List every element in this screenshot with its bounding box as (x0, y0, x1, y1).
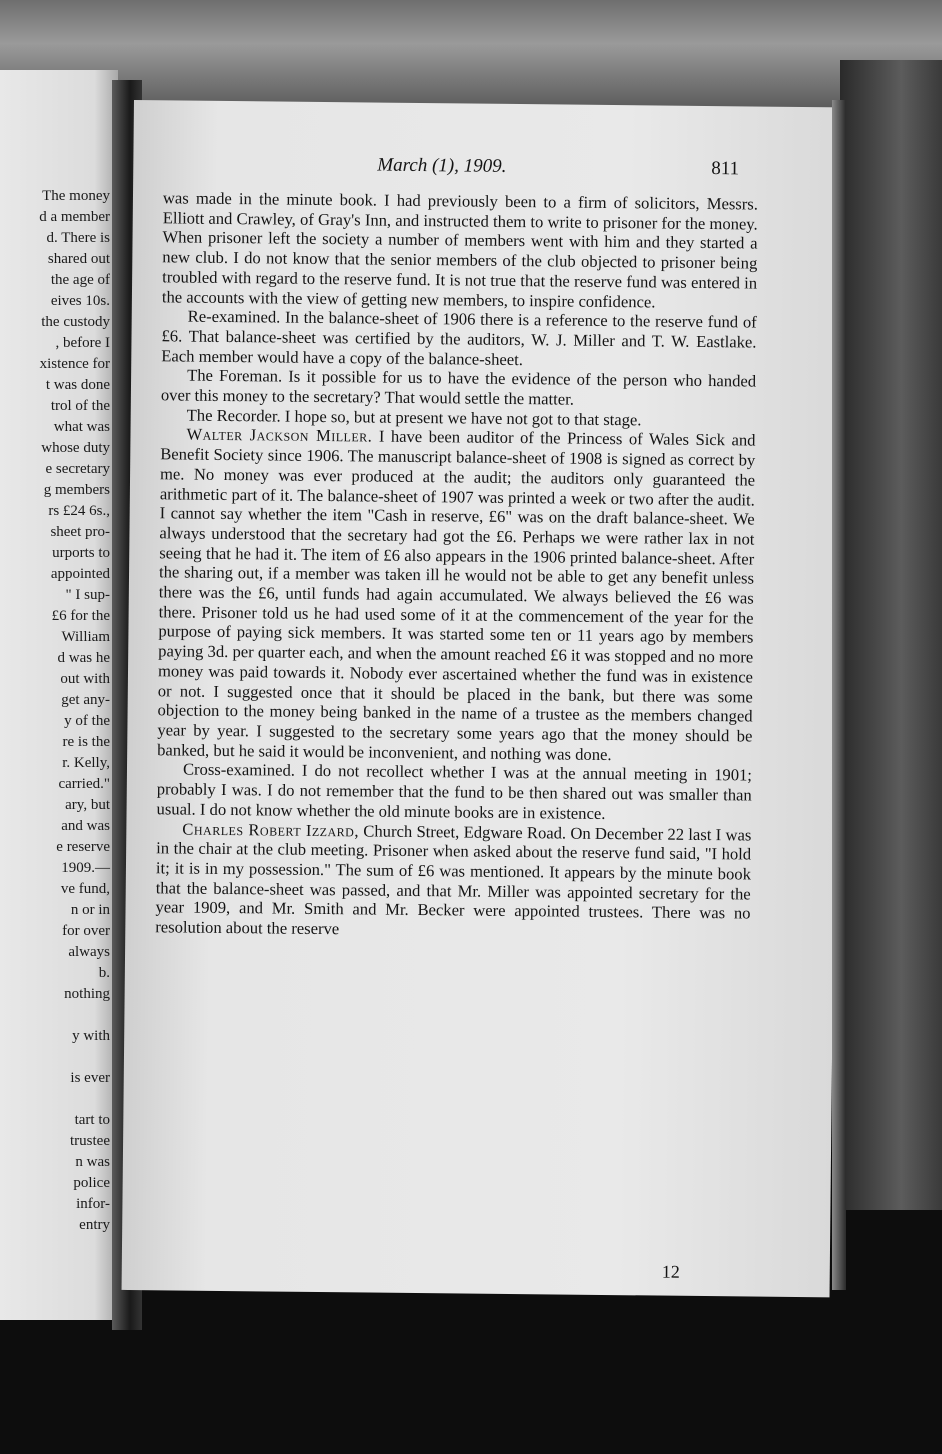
paragraph (162, 188, 758, 312)
left-page-line: appointed (50, 566, 110, 582)
paragraph-text: Cross-examined. I do not recollect whether I was at the annual meeting in 1901; probably I was. I do not remember that the fund to be then shared out was smaller than usual. I do not know whether the old minute books are in existence. (156, 759, 753, 823)
left-page-line: sheet pro- (50, 524, 110, 540)
left-page-line: e secretary (45, 461, 110, 477)
left-page-line: r. Kelly, (62, 755, 110, 771)
left-page-line: 1909.— (61, 860, 110, 876)
left-page-line: re is the (62, 734, 110, 750)
left-page-line: carried." (58, 776, 110, 792)
left-page-line: ary, but (65, 797, 110, 813)
left-page-line: entry (79, 1217, 110, 1233)
paragraph (156, 760, 752, 825)
left-page-line: always (68, 944, 110, 960)
body-text (155, 188, 758, 943)
left-page-line: for over (62, 923, 110, 939)
left-page-line: shared out (47, 251, 110, 267)
left-page-line: William (61, 629, 110, 645)
paragraph-text: The Foreman. Is it possible for us to have the evidence of the person who handed over this money to the secretary? That would settle the matter. (160, 365, 757, 409)
left-page-line: whose duty (41, 440, 110, 456)
paragraph (161, 366, 756, 412)
left-page-line: £6 for the (51, 608, 110, 624)
left-page-line: out with (60, 671, 110, 687)
left-page-fragment (0, 70, 118, 1320)
left-page-line: infor- (76, 1196, 110, 1212)
left-page-line: and was (61, 818, 110, 834)
left-page-line: xistence for (39, 356, 110, 372)
left-page-line: d. There is (46, 230, 110, 246)
left-page-line: n was (75, 1154, 110, 1170)
scan-background-right (840, 60, 942, 1210)
left-page-line: " I sup- (65, 587, 110, 603)
signature-mark: 12 (661, 1261, 680, 1282)
paragraph-text: was made in the minute book. I had previously been to a firm of solicitors, Messrs. Elliott and Crawley, of Gray's Inn, and instructed them to write to prisoner for the money. When prisoner left the society a number of members went with him and they started a new club. I do not know that the senior members of the club objected to prisoner being troubled with regard to the reserve fund. It is not true that the reserve fund was entered in the accounts with the view of getting new members, to inspire confidence. (161, 188, 759, 311)
left-page-line: t was done (45, 377, 110, 393)
paragraph-text: I have been auditor of the Princess of Wales Sick and Benefit Society since 1906. The manuscript balance-sheet of 1908 is signed as correct by me. No money was ever produced at the audit; the auditors only guaranteed the arithmetic part of it. The balance-sheet of 1907 was printed a week or two after the audit. I cannot say whether the item "Cash in reserve, £6" was on the draft balance-sheet. We always understood that the secretary had got the £6. Perhaps we were rather lax in not seeing that he had it. The item of £6 also appears in the 1906 printed balance-sheet. After the sharing out, if a member was taken ill he would not be able to get any benefit unless there was the £6, until funds had again accumulated. We always believed the £6 was there. Prisoner told us he had used some of it at the commencement of the year for the purpose of paying sick members. It was started some ten or 11 years ago by members paying 3d. per quarter each, and when the amount reached £6 it was stopped and no more money was paid towards it. Nobody ever ascertained whether the fund was in existence or not. I suggested once that it should be placed in the bank, but there was some objection to the money being banked in the name of a trustee as the members changed year by year. I suggested to the secretary some years ago that the money should be banked, but he said it would be inconvenient, and nothing was done. (157, 426, 756, 764)
left-page-line: g members (43, 482, 110, 498)
paragraph-text: Re-examined. In the balance-sheet of 1906 there is a reference to the reserve fund of £6. That balance-sheet was certified by the auditors, W. J. Miller and T. W. Eastlake. Each member would have a copy of the balance-sheet. (161, 306, 757, 369)
left-page-line: y with (72, 1028, 110, 1044)
paragraph (161, 307, 757, 372)
left-page-line: trustee (70, 1133, 110, 1149)
left-page-line: n or in (70, 902, 110, 918)
paragraph (157, 425, 755, 766)
left-page-line: trol of the (50, 398, 110, 414)
left-page-line: the age of (50, 272, 110, 288)
page-edge (832, 100, 846, 1290)
running-title: March (1), 1909. (377, 154, 507, 177)
left-page-line: urports to (52, 545, 110, 561)
left-page-line: , before I (55, 335, 110, 351)
paragraph-text: The Recorder. I hope so, but at present we have not got to that stage. (186, 405, 642, 430)
page-number: 811 (711, 158, 740, 180)
left-page-line: police (73, 1175, 110, 1191)
left-page-line: y of the (64, 713, 110, 729)
left-page-line: The money (42, 188, 110, 204)
left-page-line: is ever (70, 1070, 110, 1086)
left-page-line: get any- (61, 692, 110, 708)
left-page-line: eives 10s. (50, 293, 110, 309)
paragraph-text: Church Street, Edgware Road. On December 22 last I was in the chair at the club meeting. Prisoner when asked about the reserve fund said, "I hold it; it is in my possession." The sum of £6 was mentioned. It appears by the minute book that the balance-sheet was passed, and that Mr. Miller was appointed secretary for the year 1909, and Mr. Smith and Mr. Becker were appointed trustees. There was no resolution about the reserve (155, 820, 752, 939)
witness-name: Charles Robert Izzard, (182, 819, 360, 840)
left-page-line: rs £24 6s., (48, 503, 110, 519)
running-head (133, 152, 841, 180)
left-page-line: d a member (39, 209, 110, 225)
witness-name: Walter Jackson Miller. (186, 425, 373, 446)
left-page-line: nothing (64, 986, 110, 1002)
left-page-line: e reserve (56, 839, 110, 855)
left-page-line: tart to (74, 1112, 110, 1128)
right-page (122, 100, 842, 1297)
left-page-line: d was he (57, 650, 110, 666)
left-page-line: ve fund, (60, 881, 110, 897)
left-page-line: what was (53, 419, 110, 435)
paragraph (155, 819, 751, 943)
left-page-line: b. (98, 965, 110, 981)
left-page-line: the custody (41, 314, 110, 330)
